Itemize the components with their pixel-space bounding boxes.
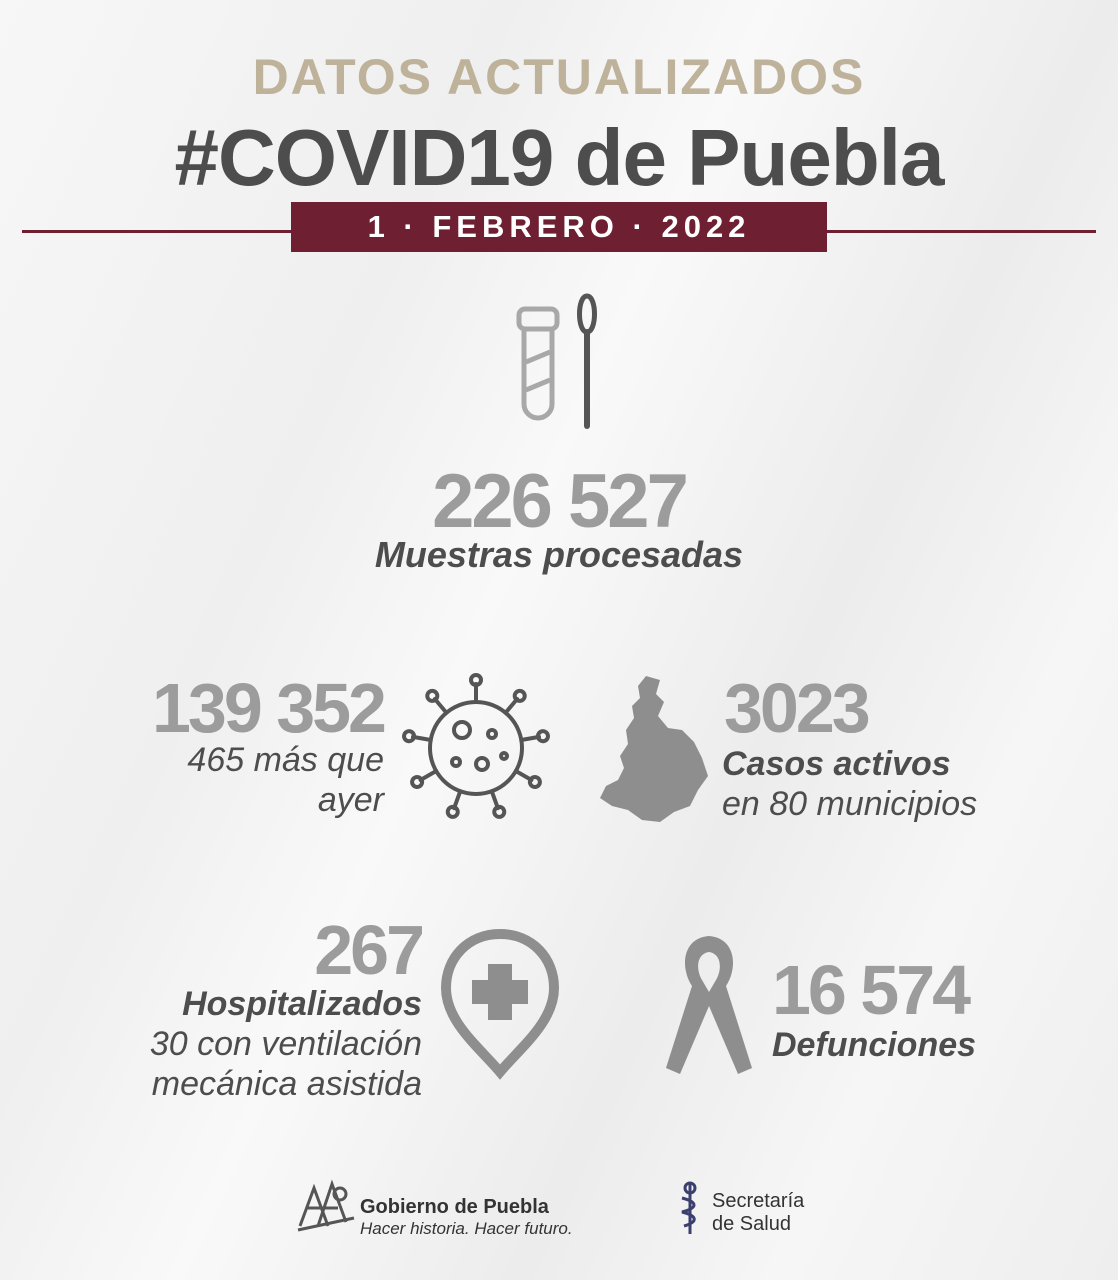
salud-text [712, 1190, 804, 1236]
salud-logo-icon [676, 1180, 704, 1236]
activos-label-line2: en 80 municipios [722, 785, 978, 823]
hosp-label-line3: mecánica asistida [151, 1065, 422, 1103]
hospitalizados-label [60, 984, 422, 1104]
gobierno-text [360, 1196, 573, 1239]
casos-subtext [110, 740, 384, 820]
salud-line2: de Salud [712, 1213, 791, 1235]
ribbon-icon [662, 928, 756, 1076]
casos-sub-line2: ayer [317, 781, 384, 819]
gobierno-name: Gobierno de Puebla [360, 1196, 549, 1218]
gobierno-logo-icon [294, 1178, 358, 1234]
activos-value: 3023 [724, 669, 868, 747]
location-cross-icon [440, 928, 560, 1078]
defunciones-label: Defunciones [772, 1026, 977, 1064]
header-subtitle: DATOS ACTUALIZADOS [252, 49, 866, 105]
hosp-label-line1: Hospitalizados [182, 985, 422, 1023]
defunciones-value: 16 574 [772, 951, 969, 1029]
puebla-map-icon [598, 672, 710, 824]
header-rule-left [22, 230, 292, 233]
header-rule-right [826, 230, 1096, 233]
gobierno-slogan: Hacer historia. Hacer futuro. [360, 1219, 573, 1238]
casos-sub-line1: 465 más que [187, 741, 384, 779]
hosp-label-line2: 30 con ventilación [149, 1025, 422, 1063]
activos-label-line1: Casos activos [722, 745, 951, 783]
muestras-value: 226 527 [432, 459, 686, 544]
test-tube-icon [516, 306, 560, 430]
swab-icon [572, 292, 602, 432]
casos-value: 139 352 [151, 669, 384, 747]
salud-line1: Secretaría [712, 1190, 805, 1212]
activos-label [722, 744, 977, 824]
header-title: #COVID19 de Puebla [174, 113, 944, 202]
date-banner: 1 · FEBRERO · 2022 [291, 202, 827, 252]
muestras-label: Muestras procesadas [374, 534, 744, 575]
virus-icon [400, 672, 552, 824]
hospitalizados-value: 267 [314, 911, 422, 989]
